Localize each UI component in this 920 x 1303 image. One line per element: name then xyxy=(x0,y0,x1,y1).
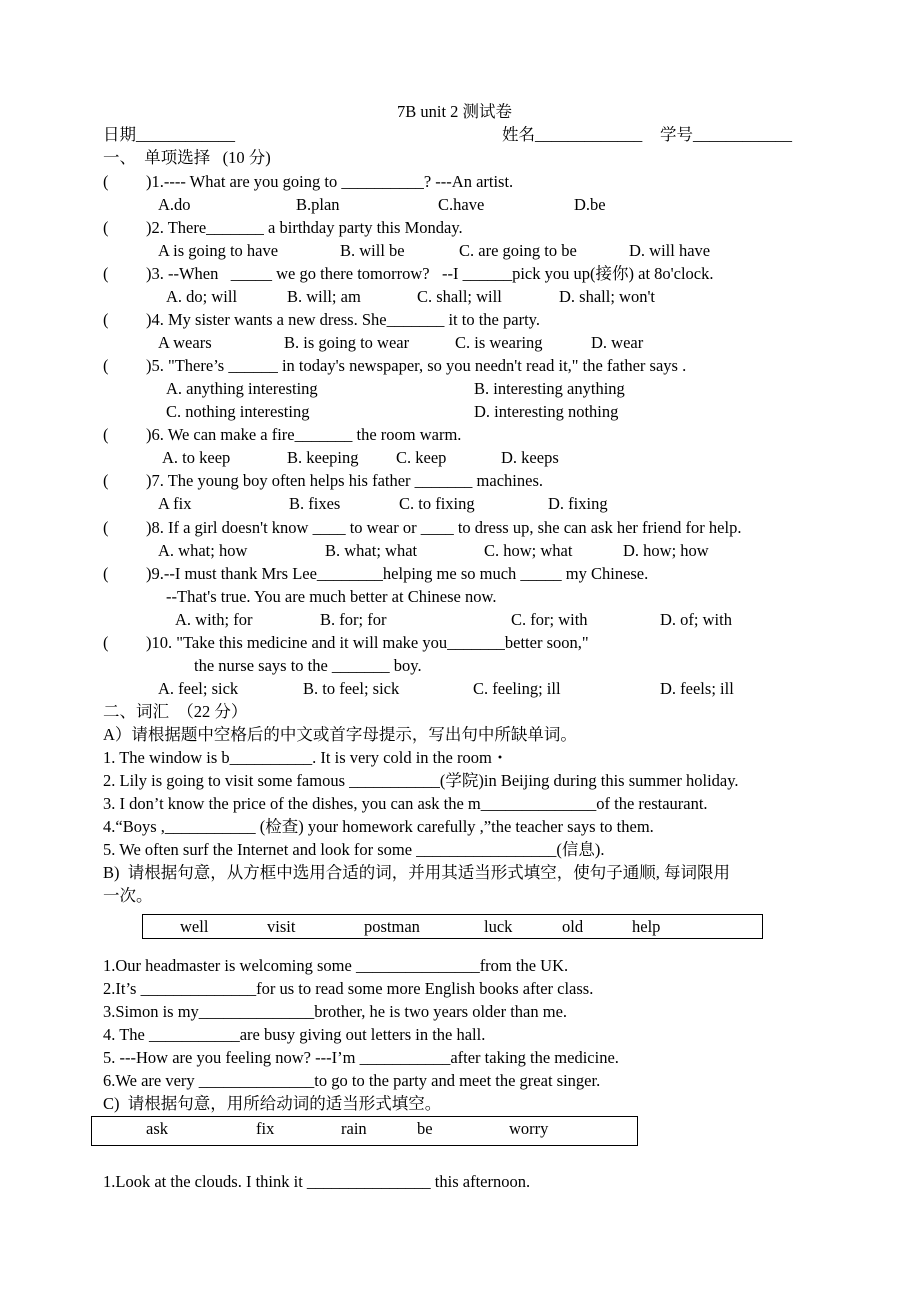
fill-item: 4.“Boys ,___________ (检查) your homework carefully ,”the teacher says to them. xyxy=(103,817,654,836)
option: B. will; am xyxy=(287,287,361,306)
option: A. feel; sick xyxy=(158,679,239,698)
word-bank-item: be xyxy=(417,1119,433,1138)
question-stem: )9.--I must thank Mrs Lee________helping me so much _____ my Chinese. xyxy=(146,564,649,583)
answer-bracket: ( xyxy=(103,356,109,375)
option: B. will be xyxy=(340,241,405,260)
word-bank-item: old xyxy=(562,917,584,936)
word-box xyxy=(142,914,763,939)
page-title: 7B unit 2 测试卷 xyxy=(397,102,513,121)
question-stem: )4. My sister wants a new dress. She_______ it to the party. xyxy=(146,310,540,329)
name-field: 姓名_____________ xyxy=(502,125,643,144)
option: C. how; what xyxy=(484,541,573,560)
section-heading: 一、 单项选择 (10 分) xyxy=(103,148,271,167)
question-continuation: the nurse says to the _______ boy. xyxy=(194,656,422,675)
option: D. fixing xyxy=(548,494,608,513)
option: A wears xyxy=(158,333,212,352)
option: D. how; how xyxy=(623,541,709,560)
option: A. what; how xyxy=(158,541,248,560)
option: A. to keep xyxy=(162,448,231,467)
option: D. shall; won't xyxy=(559,287,656,306)
option: B. what; what xyxy=(325,541,418,560)
instruction: B) 请根据句意，从方框中选用合适的词，并用其适当形式填空，使句子通顺, 每词限用 xyxy=(103,863,730,882)
option: B. to feel; sick xyxy=(303,679,400,698)
option: C. feeling; ill xyxy=(473,679,561,698)
option: B.plan xyxy=(296,195,340,214)
question-stem: )1.---- What are you going to __________? ---An artist. xyxy=(146,172,514,191)
answer-bracket: ( xyxy=(103,310,109,329)
fill-item: 2.It’s ______________for us to read some more English books after class. xyxy=(103,979,594,998)
option: B. interesting anything xyxy=(474,379,625,398)
question-stem: )6. We can make a fire_______ the room warm. xyxy=(146,425,462,444)
option: C. for; with xyxy=(511,610,588,629)
date-field: 日期____________ xyxy=(103,125,235,144)
word-bank-item: rain xyxy=(341,1119,367,1138)
option: D. of; with xyxy=(660,610,732,629)
option: B. fixes xyxy=(289,494,341,513)
word-bank-item: visit xyxy=(267,917,296,936)
fill-item: 5. ---How are you feeling now? ---I’m ___________after taking the medicine. xyxy=(103,1048,619,1067)
option: C. shall; will xyxy=(417,287,502,306)
instruction: C) 请根据句意，用所给动词的适当形式填空。 xyxy=(103,1094,442,1113)
option: C. to fixing xyxy=(399,494,475,513)
option: B. is going to wear xyxy=(284,333,410,352)
option: A is going to have xyxy=(158,241,279,260)
option: A.do xyxy=(158,195,191,214)
answer-bracket: ( xyxy=(103,471,109,490)
answer-bracket: ( xyxy=(103,518,109,537)
instruction: 一次。 xyxy=(103,886,153,905)
option: C. are going to be xyxy=(459,241,577,260)
option: B. for; for xyxy=(320,610,387,629)
option: C. is wearing xyxy=(455,333,543,352)
fill-item: 4. The ___________are busy giving out letters in the hall. xyxy=(103,1025,486,1044)
option: A. with; for xyxy=(175,610,253,629)
option: D. interesting nothing xyxy=(474,402,619,421)
option: D.be xyxy=(574,195,606,214)
word-bank-item: ask xyxy=(146,1119,168,1138)
word-bank-item: worry xyxy=(509,1119,549,1138)
fill-item: 5. We often surf the Internet and look for some _________________(信息). xyxy=(103,840,605,859)
student-id-field: 学号____________ xyxy=(660,125,792,144)
option: C. nothing interesting xyxy=(166,402,310,421)
instruction: A）请根据题中空格后的中文或首字母提示，写出句中所缺单词。 xyxy=(103,725,577,744)
answer-bracket: ( xyxy=(103,264,109,283)
fill-item: 3.Simon is my______________brother, he is two years older than me. xyxy=(103,1002,568,1021)
section-heading: 二、词汇 （22 分） xyxy=(103,702,248,721)
option: A. do; will xyxy=(166,287,238,306)
question-continuation: --That's true. You are much better at Chinese now. xyxy=(166,587,497,606)
fill-item: 1. The window is b__________. It is very cold in the room・ xyxy=(103,748,509,767)
word-bank-item: help xyxy=(632,917,661,936)
fill-item: 6.We are very ______________to go to the party and meet the great singer. xyxy=(103,1071,601,1090)
word-bank-item: well xyxy=(180,917,209,936)
word-bank-item: fix xyxy=(256,1119,275,1138)
option: C. keep xyxy=(396,448,447,467)
fill-item: 2. Lily is going to visit some famous ___________(学院)in Beijing during this summer holiday. xyxy=(103,771,739,790)
option: D. feels; ill xyxy=(660,679,734,698)
answer-bracket: ( xyxy=(103,218,109,237)
question-stem: )8. If a girl doesn't know ____ to wear or ____ to dress up, she can ask her friend for help. xyxy=(146,518,742,537)
option: D. wear xyxy=(591,333,644,352)
option: B. keeping xyxy=(287,448,359,467)
option: A. anything interesting xyxy=(166,379,318,398)
option: A fix xyxy=(158,494,192,513)
question-stem: )7. The young boy often helps his father _______ machines. xyxy=(146,471,543,490)
answer-bracket: ( xyxy=(103,425,109,444)
option: D. keeps xyxy=(501,448,559,467)
word-bank-item: luck xyxy=(484,917,513,936)
question-stem: )2. There_______ a birthday party this Monday. xyxy=(146,218,463,237)
word-bank-item: postman xyxy=(364,917,420,936)
question-stem: )5. "There’s ______ in today's newspaper, so you needn't read it," the father says . xyxy=(146,356,687,375)
answer-bracket: ( xyxy=(103,633,109,652)
answer-bracket: ( xyxy=(103,172,109,191)
fill-item: 1.Look at the clouds. I think it _______________ this afternoon. xyxy=(103,1172,531,1191)
question-stem: )3. --When _____ we go there tomorrow? --I ______pick you up(接你) at 8o'clock. xyxy=(146,264,714,283)
question-stem: )10. "Take this medicine and it will make you_______better soon," xyxy=(146,633,589,652)
fill-item: 3. I don’t know the price of the dishes, you can ask the m______________of the restaurant. xyxy=(103,794,708,813)
option: D. will have xyxy=(629,241,711,260)
fill-item: 1.Our headmaster is welcoming some _______________from the UK. xyxy=(103,956,569,975)
option: C.have xyxy=(438,195,485,214)
answer-bracket: ( xyxy=(103,564,109,583)
